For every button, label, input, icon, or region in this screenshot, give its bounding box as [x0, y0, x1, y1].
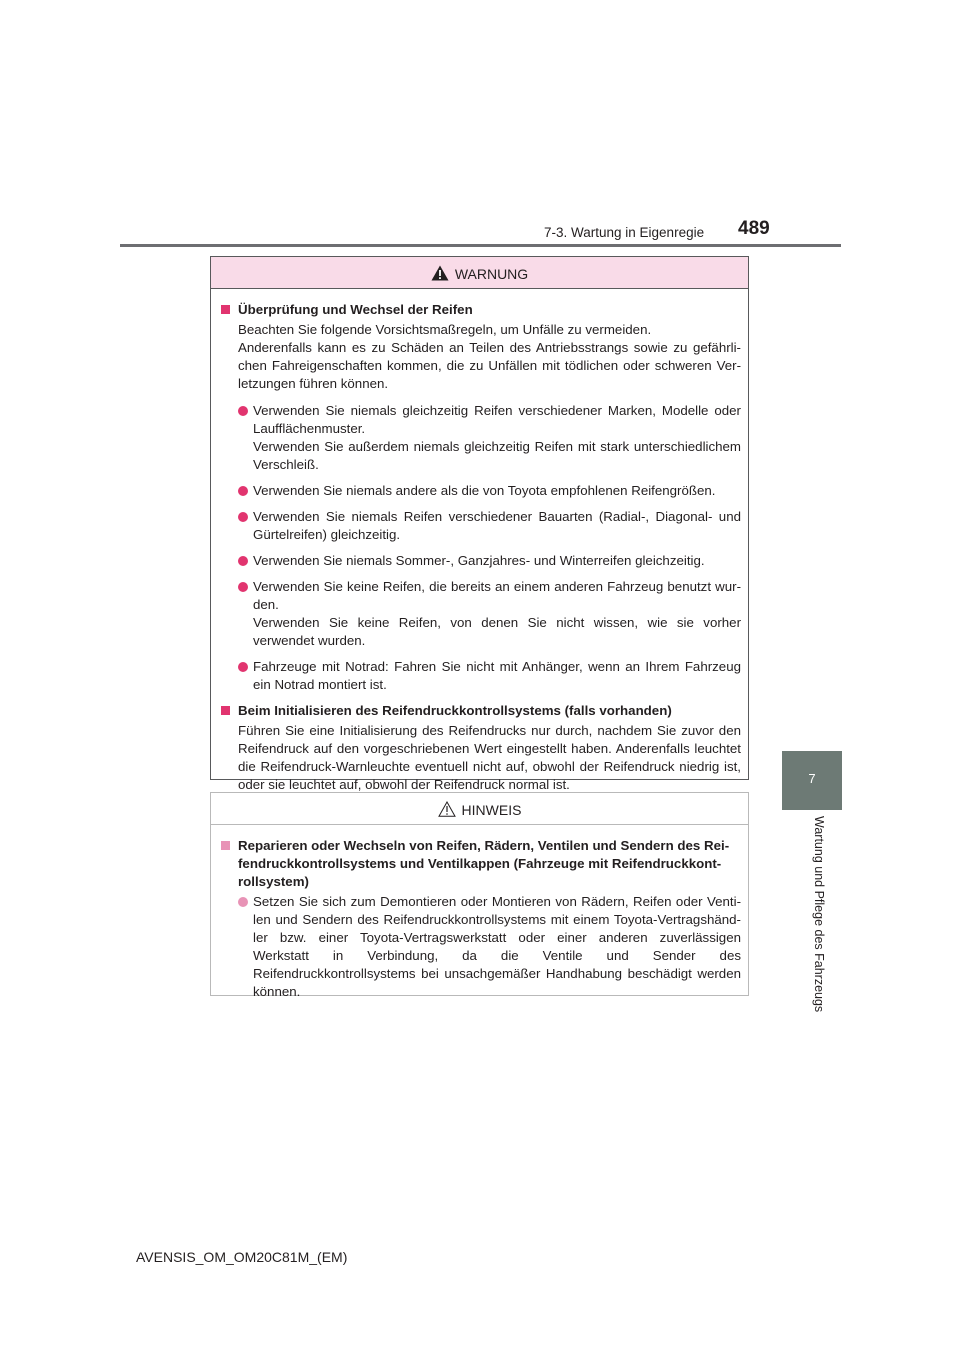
list-item-text: Verwenden Sie niemals andere als die von Toyota empfohlenen Reifengrößen.	[253, 483, 716, 498]
list-item-text: Setzen Sie sich zum Demontieren oder Montieren von Rädern, Reifen oder Venti-len und Sendern des Reifendruckkontrollsystems mit einem Toyota-Vertragshänd-ler bzw. einer Toyota-Vertragswerkstatt oder einer anderen zuverlässigen Werkstatt in Verbindung, da die Ventile und Sender des Reifendruckkontrollsystems bei unsachgemäßer Handhabung beschädigt werden können.	[253, 894, 741, 999]
heading-text: Beim Initialisieren des Reifendruckkontrollsystems (falls vorhanden)	[238, 703, 672, 718]
list-item	[221, 893, 741, 1001]
round-bullet-icon	[238, 662, 248, 672]
list-item-text: Fahrzeuge mit Notrad: Fahren Sie nicht mit Anhänger, wenn an Ihrem Fahrzeug ein Notrad montiert ist.	[253, 659, 741, 692]
notice-header	[211, 793, 748, 825]
list-item	[221, 402, 741, 474]
header-divider	[120, 244, 841, 247]
chapter-title: Wartung und Pflege des Fahrzeugs	[812, 816, 826, 1013]
heading-text: Überprüfung und Wechsel der Reifen	[238, 302, 473, 317]
warning-box	[210, 256, 749, 792]
list-item-text: Verwenden Sie außerdem niemals gleichzeitig Reifen mit stark unterschiedlichem Verschleiß.	[253, 439, 741, 472]
section-heading	[221, 702, 741, 720]
document-code: AVENSIS_OM_OM20C81M_(EM)	[136, 1249, 348, 1265]
round-bullet-icon	[238, 556, 248, 566]
round-bullet-icon	[238, 512, 248, 522]
notice-content	[211, 825, 748, 1001]
heading-text: Reparieren oder Wechseln von Reifen, Rädern, Ventilen und Sendern des Rei-fendruckkontrollsystems und Ventilkappen (Fahrzeuge mit Reifendruckkont-rollsystem)	[238, 838, 730, 889]
intro-line: Anderenfalls kann es zu Schäden an Teilen des Antriebsstrangs sowie zu gefährli-chen Fahreigenschaften kommen, die zu Unfällen mit tödlichen oder schweren Ver-letzungen führen können.	[238, 340, 741, 391]
list-item-text: Verwenden Sie keine Reifen, die bereits an einem anderen Fahrzeug benutzt wur-den.	[253, 579, 741, 612]
warning-triangle-icon	[431, 265, 449, 284]
section-heading	[221, 837, 741, 891]
list-item-text: Verwenden Sie keine Reifen, von denen Sie nicht wissen, wie sie vorher verwendet wurden.	[253, 615, 741, 648]
list-item	[221, 508, 741, 544]
intro-line: Beachten Sie folgende Vorsichtsmaßregeln, um Unfälle zu vermeiden.	[238, 322, 652, 337]
list-item	[221, 482, 741, 500]
list-item-text: Verwenden Sie niemals Sommer-, Ganzjahres- und Winterreifen gleichzeitig.	[253, 553, 705, 568]
page-number: 489	[738, 218, 770, 239]
chapter-tab	[782, 751, 842, 810]
square-bullet-icon	[221, 706, 230, 715]
list-item-text: Verwenden Sie niemals Reifen verschiedener Bauarten (Radial-, Diagonal- und Gürtelreifen) gleichzeitig.	[253, 509, 741, 542]
list-item	[221, 552, 741, 570]
intro-paragraph	[221, 321, 741, 393]
section-heading	[221, 301, 741, 319]
round-bullet-icon	[238, 897, 248, 907]
intro-line: Führen Sie eine Initialisierung des Reifendrucks nur durch, nachdem Sie zuvor den Reifendruck auf den vorgeschriebenen Wert eingestellt haben. Anderenfalls leuchtet die Reifendruck-Warnleuchte eventuell nicht auf, obwohl der Reifendruck niedrig ist, oder sie leuchtet auf, obwohl der Reifendruck normal ist.	[238, 723, 741, 792]
warning-header	[211, 257, 748, 289]
intro-paragraph	[221, 722, 741, 794]
round-bullet-icon	[238, 582, 248, 592]
list-item	[221, 578, 741, 650]
chapter-number: 7	[808, 771, 816, 786]
list-item-text: Verwenden Sie niemals gleichzeitig Reifen verschiedener Marken, Modelle oder Laufflächenmuster.	[253, 403, 741, 436]
square-bullet-icon	[221, 305, 230, 314]
warning-label: WARNUNG	[454, 266, 529, 282]
list-item	[221, 658, 741, 694]
round-bullet-icon	[238, 406, 248, 416]
round-bullet-icon	[238, 486, 248, 496]
square-bullet-icon	[221, 841, 230, 850]
caution-triangle-icon	[438, 801, 456, 820]
notice-label: HINWEIS	[461, 802, 522, 818]
notice-box	[210, 792, 749, 999]
section-title: 7-3. Wartung in Eigenregie	[544, 225, 705, 240]
warning-content	[211, 289, 748, 794]
